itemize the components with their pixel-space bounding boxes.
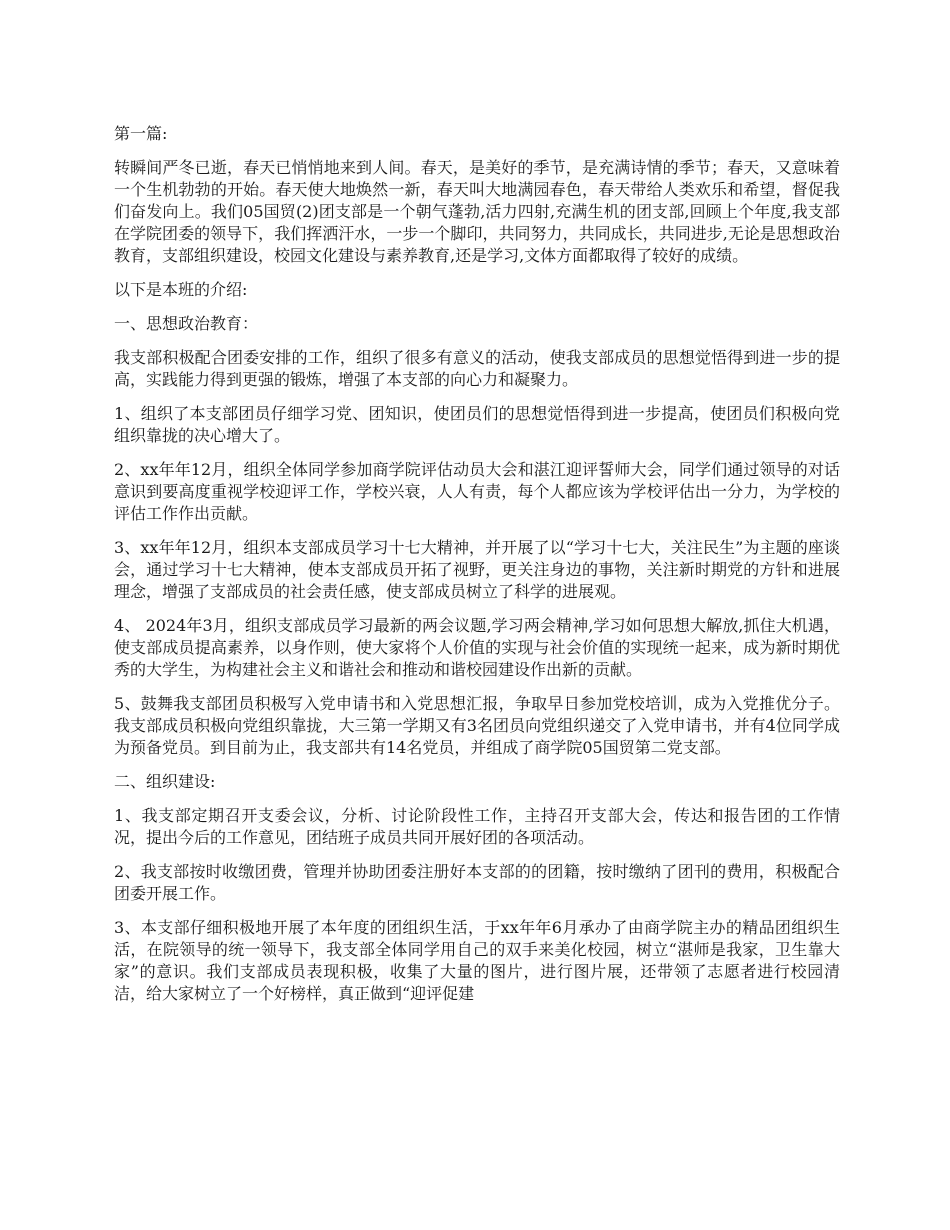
list-item: 2、我支部按时收缴团费，管理并协助团委注册好本支部的的团籍，按时缴纳了团刊的费用，积极配合团委开展工作。 <box>114 862 840 903</box>
list-item: 5、鼓舞我支部团员积极写入党申请书和入党思想汇报，争取早日参加党校培训，成为入党推优分子。我支部成员积极向党组织靠拢，大三第一学期又有3名团员向党组织递交了入党申请书，并有4位同学成为预备党员。到目前为止，我支部共有14名党员，并组成了商学院05国贸第二党支部。 <box>114 694 840 757</box>
section-heading-organization: 二、组织建设: <box>114 772 216 791</box>
political-education-summary: 我支部积极配合团委安排的工作，组织了很多有意义的活动，使我支部成员的思想觉悟得到进一步的提高，实践能力得到更强的锻炼，增强了本支部的向心力和凝聚力。 <box>114 348 840 389</box>
document-body <box>114 123 840 1017</box>
list-item: 1、我支部定期召开支委会议，分析、讨论阶段性工作，主持召开支部大会，传达和报告团的工作情况，提出今后的工作意见，团结班子成员共同开展好团的各项活动。 <box>114 806 840 847</box>
intro-paragraph: 转瞬间严冬已逝，春天已悄悄地来到人间。春天，是美好的季节，是充满诗情的季节；春天，又意味着一个生机勃勃的开始。春天使大地焕然一新，春天叫大地满园春色，春天带给人类欢乐和希望，督促我们奋发向上。我们05国贸(2)团支部是一个朝气蓬勃,活力四射,充满生机的团支部,回顾上个年度,我支部在学院团委的领导下，我们挥洒汗水，一步一个脚印，共同努力，共同成长，共同进步,无论是思想政治教育，支部组织建设，校园文化建设与素养教育,还是学习,文体方面都取得了较好的成绩。 <box>114 158 840 265</box>
class-intro-heading: 以下是本班的介绍: <box>114 280 248 299</box>
list-item: 4、 2024年3月，组织支部成员学习最新的两会议题,学习两会精神,学习如何思想大解放,抓住大机遇，使支部成员提高素养，以身作则，使大家将个人价值的实现与社会价值的实现统一起来，成为新时期优秀的大学生，为构建社会主义和谐社会和推动和谐校园建设作出新的贡献。 <box>114 616 840 679</box>
section-heading-political-education: 一、思想政治教育： <box>114 314 259 333</box>
list-item: 1、组织了本支部团员仔细学习党、团知识，使团员们的思想觉悟得到进一步提高，使团员们积极向党组织靠拢的决心增大了。 <box>114 404 840 445</box>
list-item: 2、xx年年12月，组织全体同学参加商学院评估动员大会和湛江迎评誓师大会，同学们通过领导的对话意识到要高度重视学校迎评工作，学校兴衰，人人有责，每个人都应该为学校评估出一分力，为学校的评估工作作出贡献。 <box>114 460 840 523</box>
section-title: 第一篇: <box>114 124 168 143</box>
list-item: 3、xx年年12月，组织本支部成员学习十七大精神，并开展了以“学习十七大，关注民生”为主题的座谈会，通过学习十七大精神，使本支部成员开拓了视野，更关注身边的事物，关注新时期党的方针和进展理念，增强了支部成员的社会责任感，使支部成员树立了科学的进展观。 <box>114 538 840 601</box>
list-item: 3、本支部仔细积极地开展了本年度的团组织生活，于xx年年6月承办了由商学院主办的精品团组织生活，在院领导的统一领导下，我支部全体同学用自己的双手来美化校园，树立“湛师是我家，卫生靠大家”的意识。我们支部成员表现积极，收集了大量的图片，进行图片展，还带领了志愿者进行校园清洁，给大家树立了一个好榜样，真正做到“迎评促建 <box>114 918 840 1003</box>
